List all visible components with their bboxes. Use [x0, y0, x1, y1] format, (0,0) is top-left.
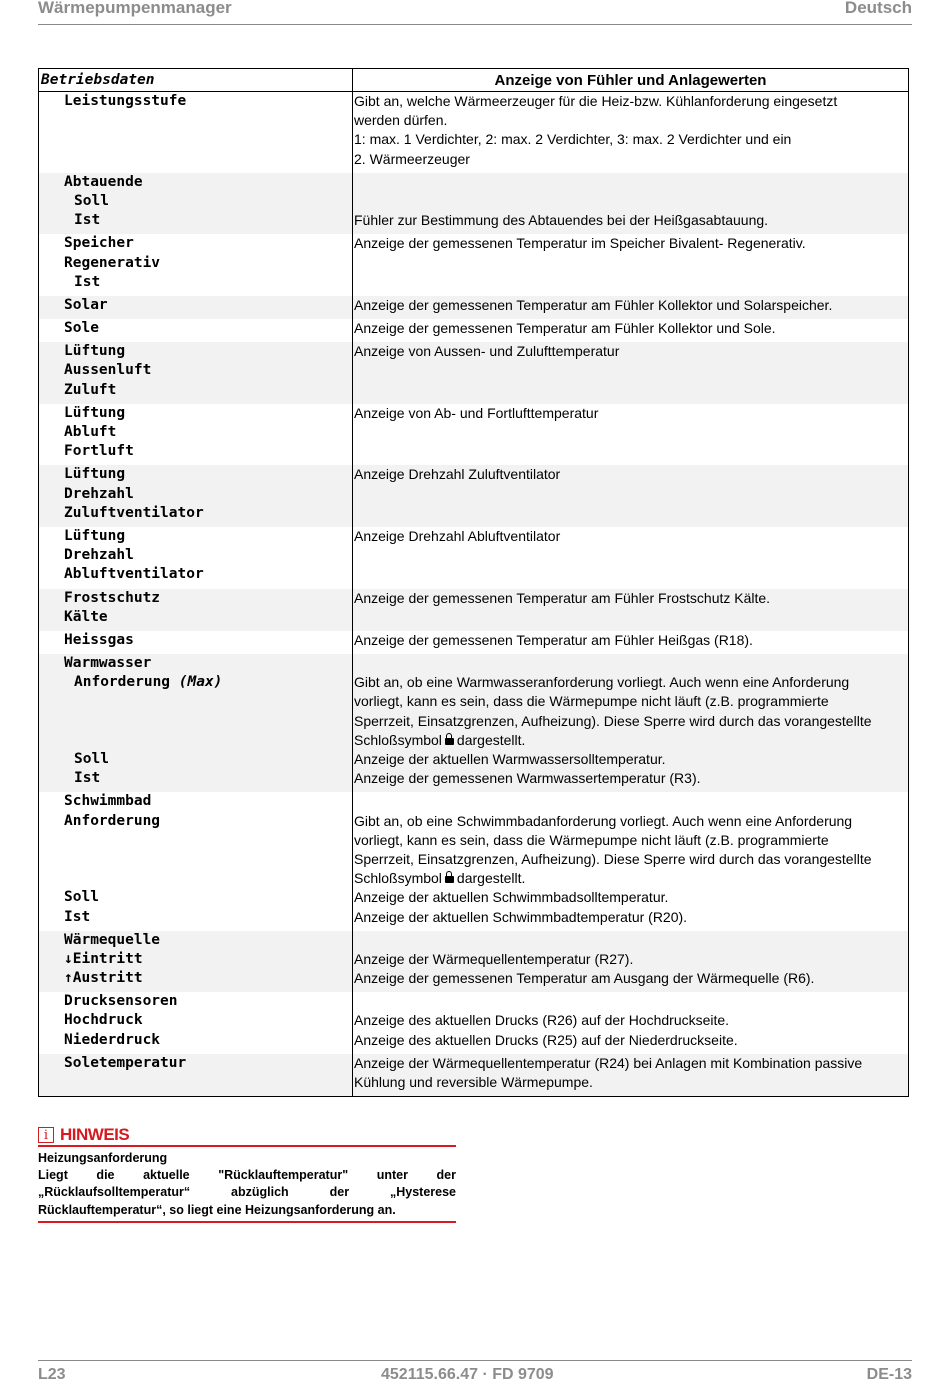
description-cell [353, 527, 909, 589]
description-cell [353, 173, 909, 235]
description-line [353, 273, 908, 292]
parameter-label [39, 504, 352, 523]
description-line [353, 608, 908, 627]
description-line: Fühler zur Bestimmung des Abtauendes bei der Heißgasabtauung. [354, 212, 769, 229]
description-cell [353, 319, 909, 342]
table-row [39, 173, 909, 235]
footer-document-number: 452115.66.47 · FD 9709 [381, 1366, 554, 1383]
parameter-cell [39, 931, 353, 993]
table-row [39, 931, 909, 993]
parameter-label [39, 1011, 352, 1030]
parameter-label [39, 319, 352, 338]
info-icon: i [38, 1127, 54, 1143]
parameter-text: Regenerativ [64, 254, 161, 271]
description-line: Anzeige der Wärmequellentemperatur (R24) bei Anlagen mit Kombination passive [354, 1054, 863, 1071]
parameter-text: Schwimmbad [64, 793, 152, 810]
parameter-label [39, 992, 352, 1011]
parameter-text: Ist [74, 273, 101, 290]
page-header [38, 0, 912, 25]
parameter-label [39, 150, 352, 169]
parameter-label [39, 589, 352, 608]
description-line [353, 546, 908, 565]
description-line: Anzeige der aktuellen Schwimmbadsolltemperatur. [354, 889, 669, 906]
parameter-label [39, 465, 352, 484]
parameter-text: ↑Austritt [64, 970, 143, 987]
description-cell [353, 792, 909, 930]
description-line [353, 792, 908, 811]
description-line: Anzeige der gemessenen Temperatur am Fühler Kollektor und Solarspeicher. [354, 296, 833, 313]
parameter-cell [39, 319, 353, 342]
parameter-text: Abtauende [64, 173, 143, 190]
table-row [39, 465, 909, 527]
description-line: Gibt an, ob eine Schwimmbadanforderung vorliegt. Auch wenn eine Anforderung [354, 812, 853, 829]
parameter-label [39, 130, 352, 149]
parameter-label [39, 769, 352, 788]
description-line: 2. Wärmeerzeuger [354, 150, 470, 167]
parameter-label [39, 485, 352, 504]
parameter-cell [39, 654, 353, 792]
description-line: Schloßsymbol dargestellt. [354, 731, 526, 748]
parameter-cell [39, 404, 353, 466]
description-line [353, 992, 908, 1011]
description-line: Anzeige von Aussen- und Zulufttemperatur [354, 343, 620, 360]
description-line: Anzeige der gemessenen Warmwassertemperatur (R3). [354, 770, 701, 787]
parameter-label [39, 969, 352, 988]
parameter-text: Abluft [64, 424, 117, 440]
parameter-text: Wärmequelle [64, 931, 161, 948]
note-subtitle: Heizungsanforderung [38, 1151, 168, 1165]
parameter-text: Sole [64, 320, 99, 337]
table-row [39, 589, 909, 631]
parameter-label [39, 1073, 352, 1092]
parameter-label [39, 527, 352, 546]
parameter-label [39, 908, 352, 927]
description-line: Anzeige der gemessenen Temperatur im Speicher Bivalent- Regenerativ. [354, 235, 806, 252]
parameter-text: Lüftung [64, 466, 126, 483]
page-footer [38, 1360, 912, 1383]
parameter-cell [39, 342, 353, 404]
parameter-text: Soll [74, 751, 109, 767]
parameter-cell [39, 465, 353, 527]
lock-icon [445, 733, 454, 746]
table-row [39, 654, 909, 792]
parameter-text: Lüftung [64, 404, 126, 421]
parameter-label [39, 950, 352, 969]
parameter-text: Kälte [64, 608, 108, 625]
parameter-text: Drehzahl [64, 485, 134, 502]
description-line: Anzeige des aktuellen Drucks (R25) auf der Niederdruckseite. [354, 1031, 738, 1048]
parameter-cell [39, 589, 353, 631]
table-row [39, 631, 909, 654]
parameter-label [39, 931, 352, 950]
col2-header: Anzeige von Fühler und Anlagewerten [353, 69, 909, 92]
parameter-text: Anforderung [64, 812, 161, 829]
description-cell [353, 992, 909, 1054]
parameter-label [39, 442, 352, 461]
col1-header: Betriebsdaten [39, 69, 353, 92]
parameter-label [39, 273, 352, 292]
table-row [39, 342, 909, 404]
description-line: vorliegt, kann es sein, dass die Wärmepumpe nicht läuft (z.B. programmierte [354, 693, 829, 710]
description-line: Schloßsymbol dargestellt. [354, 870, 526, 887]
header-title: Wärmepumpenmanager [38, 0, 232, 17]
table-body [39, 92, 909, 1097]
parameter-text: Zuluftventilator [64, 504, 204, 521]
description-line [353, 423, 908, 442]
parameter-label [39, 565, 352, 584]
parameter-suffix: (Max) [170, 674, 223, 691]
parameter-cell [39, 631, 353, 654]
description-line [353, 485, 908, 504]
parameter-text: Frostschutz [64, 589, 161, 606]
description-line: Sperrzeit, Einsatzgrenzen, Aufheizung). Diese Sperre wird durch das vorangestellte [354, 712, 872, 729]
parameter-text: Ist [74, 212, 101, 229]
operating-data-table [38, 68, 909, 1097]
footer-chapter: L23 [38, 1366, 66, 1383]
description-line: Anzeige der Wärmequellentemperatur (R27). [354, 950, 634, 967]
parameter-label [39, 1031, 352, 1050]
description-cell [353, 342, 909, 404]
parameter-text: Abluftventilator [64, 566, 204, 583]
table-row [39, 234, 909, 296]
description-line: Gibt an, welche Wärmeerzeuger für die Heiz-bzw. Kühlanforderung eingesetzt [354, 93, 838, 109]
parameter-cell [39, 234, 353, 296]
note-divider [38, 1221, 456, 1223]
table-row [39, 1054, 909, 1097]
parameter-label [39, 850, 352, 869]
parameter-label [39, 631, 352, 650]
description-cell [353, 404, 909, 466]
parameter-text: Zuluft [64, 381, 117, 398]
description-line: Anzeige Drehzahl Abluftventilator [354, 527, 561, 544]
parameter-cell [39, 92, 353, 173]
parameter-text: Soll [74, 192, 109, 209]
parameter-text: Heissgas [64, 631, 134, 648]
parameter-label [39, 692, 352, 711]
description-cell [353, 296, 909, 319]
parameter-cell [39, 296, 353, 319]
description-line: Anzeige der aktuellen Schwimmbadtemperatur (R20). [354, 908, 688, 925]
parameter-text: Drucksensoren [64, 993, 178, 1010]
description-line: Anzeige des aktuellen Drucks (R26) auf der Hochdruckseite. [354, 1012, 730, 1029]
description-line [353, 931, 908, 950]
parameter-cell [39, 1054, 353, 1097]
table-row [39, 296, 909, 319]
parameter-cell [39, 792, 353, 930]
table-header-row [39, 69, 909, 92]
description-line [353, 504, 908, 523]
parameter-text: Soletemperatur [64, 1054, 187, 1071]
parameter-label [39, 404, 352, 423]
table-row [39, 92, 909, 173]
description-cell [353, 92, 909, 173]
lock-icon [445, 871, 454, 884]
description-cell [353, 234, 909, 296]
description-line: Sperrzeit, Einsatzgrenzen, Aufheizung). Diese Sperre wird durch das vorangestellte [354, 850, 872, 867]
description-cell [353, 931, 909, 993]
parameter-label [39, 831, 352, 850]
parameter-cell [39, 527, 353, 589]
parameter-label [39, 608, 352, 627]
parameter-label [39, 792, 352, 811]
description-line: 1: max. 1 Verdichter, 2: max. 2 Verdichter, 3: max. 2 Verdichter und ein [354, 131, 792, 148]
description-line: Anzeige der aktuellen Warmwassersolltemperatur. [354, 751, 666, 767]
description-line: Gibt an, ob eine Warmwasseranforderung vorliegt. Auch wenn eine Anforderung [354, 674, 850, 691]
description-cell [353, 631, 909, 654]
description-cell [353, 1054, 909, 1097]
parameter-label [39, 234, 352, 253]
parameter-label [39, 342, 352, 361]
parameter-text: Lüftung [64, 343, 126, 360]
description-line: Anzeige der gemessenen Temperatur am Fühler Heißgas (R18). [354, 631, 753, 648]
parameter-label [39, 654, 352, 673]
description-cell [353, 465, 909, 527]
parameter-text: Niederdruck [64, 1031, 161, 1048]
parameter-cell [39, 173, 353, 235]
description-line [353, 565, 908, 584]
parameter-text: Leistungsstufe [64, 93, 187, 109]
description-line: werden dürfen. [354, 112, 448, 129]
note-title: HINWEIS [60, 1125, 130, 1144]
parameter-label [39, 750, 352, 769]
parameter-text: Solar [64, 296, 108, 313]
description-line [353, 254, 908, 273]
description-line [353, 173, 908, 192]
parameter-text: Ist [64, 908, 91, 925]
note-body: Liegt die aktuelle "Rücklauftemperatur" unter der „Rücklaufsolltemperatur“ abzüglich der „Hysterese Rücklauftemperatur“, so liegt eine Heizungsanforderung an. [38, 1168, 456, 1217]
parameter-label [39, 673, 352, 692]
parameter-text: Hochdruck [64, 1012, 143, 1029]
description-line: Anzeige Drehzahl Zuluftventilator [354, 466, 561, 483]
parameter-label [39, 111, 352, 130]
description-line: Kühlung und reversible Wärmepumpe. [354, 1074, 593, 1090]
parameter-label [39, 254, 352, 273]
parameter-label [39, 712, 352, 731]
footer-page-number: DE-13 [866, 1366, 912, 1383]
description-line [353, 361, 908, 380]
parameter-text: Drehzahl [64, 547, 134, 564]
parameter-label [39, 546, 352, 565]
description-line [353, 442, 908, 461]
parameter-cell [39, 992, 353, 1054]
parameter-label [39, 381, 352, 400]
description-line: Anzeige der gemessenen Temperatur am Ausgang der Wärmequelle (R6). [354, 970, 815, 987]
table-row [39, 319, 909, 342]
parameter-label [39, 888, 352, 907]
parameter-label [39, 296, 352, 315]
parameter-text: ↓Eintritt [64, 950, 143, 967]
parameter-label [39, 211, 352, 230]
parameter-text: Fortluft [64, 443, 134, 460]
description-line [353, 192, 908, 211]
parameter-text: Lüftung [64, 527, 126, 544]
description-line [353, 381, 908, 400]
description-cell [353, 589, 909, 631]
parameter-text: Soll [64, 889, 99, 906]
parameter-label [39, 869, 352, 888]
parameter-text: Anforderung [74, 674, 171, 691]
header-language: Deutsch [844, 0, 912, 17]
description-line: vorliegt, kann es sein, dass die Wärmepumpe nicht läuft (z.B. programmierte [354, 831, 829, 848]
note-box [38, 1126, 456, 1223]
parameter-label [39, 361, 352, 380]
parameter-text: Ist [74, 770, 101, 787]
description-line [353, 654, 908, 673]
table-row [39, 992, 909, 1054]
parameter-label [39, 1054, 352, 1073]
table-row [39, 404, 909, 466]
parameter-label [39, 812, 352, 831]
table-row [39, 527, 909, 589]
parameter-label [39, 192, 352, 211]
parameter-label [39, 731, 352, 750]
description-line: Anzeige von Ab- und Fortlufttemperatur [354, 404, 599, 421]
parameter-text: Speicher [64, 235, 134, 252]
description-line: Anzeige der gemessenen Temperatur am Fühler Frostschutz Kälte. [354, 589, 771, 606]
parameter-label [39, 173, 352, 192]
table-row [39, 792, 909, 930]
note-header [38, 1126, 456, 1147]
parameter-text: Warmwasser [64, 655, 152, 672]
description-line: Anzeige der gemessenen Temperatur am Fühler Kollektor und Sole. [354, 320, 776, 337]
parameter-label [39, 92, 352, 111]
parameter-label [39, 423, 352, 442]
description-cell [353, 654, 909, 792]
parameter-text: Aussenluft [64, 362, 152, 379]
